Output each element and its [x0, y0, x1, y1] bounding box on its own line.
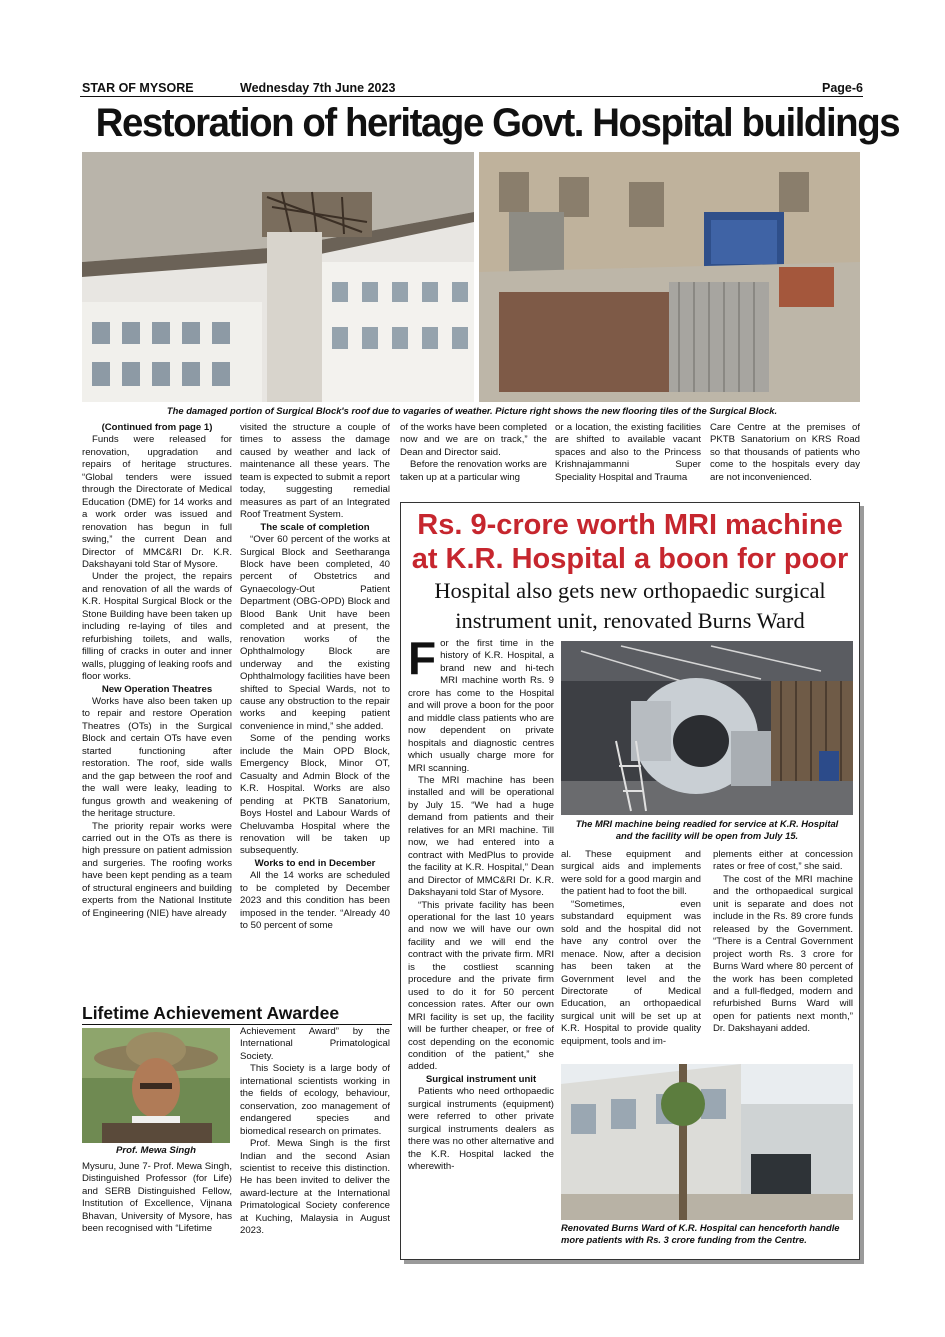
- mri-subhead-line-1: Hospital also gets new orthopaedic surgical: [434, 578, 826, 603]
- mri-headline-line-1: Rs. 9-crore worth MRI machine: [417, 509, 843, 541]
- burns-photo-caption: [561, 1222, 853, 1246]
- drop-cap: F: [408, 638, 437, 684]
- paragraph: Mysuru, June 7- Prof. Mewa Singh, Distinguished Professor (for Life) and SERB Distinguished Fellow, Institution of Excellence, Vijnana Bhavan, University of Mysore, has been recognised with “Lifetime: [82, 1161, 232, 1235]
- paragraph: or a location, the existing facilities are shifted to available vacant spaces and also to the Princess Krishnajammanni Super Speciality Hospital and Trauma: [555, 422, 701, 483]
- paragraph: The MRI machine has been installed and will be operational by July 15. “We had a huge demand from patients and their relatives for an MRI machine. Till now, we had entered into a contract with MedPlus to provide the facility at K.R. Hospital,” Dean and Director of MMC&RI Dr. K.R. Dakshayani told Star of Mysore.: [408, 774, 554, 899]
- paragraph: The cost of the MRI machine and the orthopaedical surgical unit is separate and does not include in the Rs. 89 crore funds released by the Government. “There is a Central Government project worth Rs. 3 crore for Burns Ward where 80 percent of the work has been completed and a full-fledged, modern and refurbished Burns Ward will open for patients next month,” Dr. Dakshayani added.: [713, 873, 853, 1035]
- burns-ward-photo: [561, 1064, 853, 1220]
- paragraph: of the works have been completed now and we are on track,” the Dean and Director said.: [400, 422, 547, 458]
- mri-story-column-2: [561, 849, 701, 1061]
- main-story-column-1: [82, 422, 232, 994]
- paragraph: Under the project, the repairs and renovation of all the wards of K.R. Hospital Surgical Block or the Stone Building have been taken up including re-laying of tiles and refurbishing toilets, and walls, filling of cracks in outer and inner walls, plugging of leaking roofs and floor works.: [82, 571, 232, 683]
- subheading: Surgical instrument unit: [425, 1073, 537, 1085]
- main-story-column-4: [555, 422, 701, 494]
- masthead-rule: [80, 96, 863, 97]
- mri-intro-text: or the first time in the history of K.R. Hospital, a brand new and hi-tech MRI machine worth Rs. 9 crore has come to the Hospital and will prove a boon for the poor and middle class patients who are now dependent on private hospitals and diagnostic centres which usually charge more for MRI scanning.: [408, 638, 554, 774]
- paragraph: Some of the pending works include the Main OPD Block, Emergency Block, Minor OT, Casualty and Admin Block of the K.R. Hospital. Works are also pending at PKTB Sanatorium, Boys Hostel and Labour Wards of Cheluvamba Hospital where the renovation will be taken up subsequently.: [240, 733, 390, 857]
- paragraph: visited the structure a couple of times to assess the damage caused by weather and lack of maintenance all these years. The team is expected to submit a report today, suggesting remedial measures as part of an Integrated Roof Treatment System.: [240, 422, 390, 521]
- award-headline: Lifetime Achievement Awardee: [82, 1003, 340, 1023]
- paragraph: Prof. Mewa Singh is the first Indian and the second Asian scientist to receive this distinction. He has been invited to deliver the award-lecture at the International Primatological Society conference at Kuching, Malaysia in August 2023.: [240, 1138, 390, 1237]
- paragraph: This Society is a large body of international scientists working in the fields of ecology, behaviour, conservation, zoo management of endangered species and biomedical research on primates.: [240, 1063, 390, 1137]
- main-story-column-2: [240, 422, 390, 998]
- paragraph: Achievement Award” by the International Primatological Society.: [240, 1026, 390, 1062]
- award-column-1: [82, 1161, 232, 1265]
- paragraph: All the 14 works are scheduled to be completed by December 2023 and this condition has been imposed in the tender. “Already 40 to 50 percent of some: [240, 870, 390, 932]
- mri-story-column-1: [408, 638, 554, 1252]
- masthead-page-number: Page-6: [822, 81, 863, 95]
- subheading: Works to end in December: [254, 857, 376, 869]
- subheading: (Continued from page 1): [101, 422, 213, 433]
- prof-mewa-singh-photo: [82, 1028, 230, 1143]
- burns-caption-line-1: Renovated Burns Ward of K.R. Hospital can henceforth handle: [561, 1222, 840, 1233]
- paragraph: Funds were released for renovation, upgradation and repairs of heritage structures. “Global tenders were issued through the Directorate of Medical Education (DME) for 14 works and a work order was issued and renovation has begun in full swing,” the current Dean and Director of MMC&RI Dr. K.R. Dakshayani told Star of Mysore.: [82, 434, 232, 570]
- mri-subhead-line-2: instrument unit, renovated Burns Ward: [455, 608, 805, 633]
- paragraph: plements either at concession rates or free of cost,” she said.: [713, 849, 853, 873]
- paragraph: “Over 60 percent of the works at Surgical Block and Seetharanga Block have been completed, 40 percent of Obstetrics and Gynaecology-Out Patient Department (OBG-OPD) Block and Blood Bank Unit have been completed and at present, the renovation works of the Ophthalmology Block are underway and the existing Ophthalmology facilities have been shifted to Special Wards, not to cause any obstruction to the repair works and keeping patient convenience in mind,” she added.: [240, 534, 390, 732]
- masthead-paper-name: STAR OF MYSORE: [82, 81, 194, 95]
- award-photo-caption: Prof. Mewa Singh: [116, 1145, 196, 1156]
- paragraph: “Sometimes, even substandard equipment was sold and the hospital did not have any control over the menace. Now, after a decision has been taken at the Government level and the Directorate of Medical Education, an orthopaedical surgical unit will be set up at K.R. Hospital to provide quality equipment, tools and im-: [561, 898, 701, 1047]
- paragraph: Before the renovation works are taken up at a particular wing: [400, 459, 547, 483]
- flooring-tiles-photo: [479, 152, 860, 402]
- subheading: The scale of completion: [260, 521, 370, 533]
- subheading: New Operation Theatres: [101, 683, 213, 695]
- top-photo-caption: The damaged portion of Surgical Block's roof due to vagaries of weather. Picture right shows the new flooring tiles of the Surgical Block.: [166, 405, 778, 416]
- main-headline: Restoration of heritage Govt. Hospital buildings: [95, 101, 900, 145]
- paragraph: Care Centre at the premises of PKTB Sanatorium on KRS Road so that thousands of patients who come to the hospitals every day are not inconvenienced.: [710, 422, 860, 483]
- main-story-column-5: [710, 422, 860, 494]
- mri-photo-caption: [561, 818, 853, 842]
- paragraph: Works have also been taken up to repair and restore Operation Theatres (OTs) in the Surgical Block and certain OTs have even started functioning after restoration. The roof, side walls and the gap between the roof and the wall were leaky, leading to fungus growth and weakening of the heritage structure.: [82, 695, 232, 820]
- mri-story-column-3: [713, 849, 853, 1061]
- damaged-roof-photo: [82, 152, 474, 402]
- main-story-column-3: [400, 422, 547, 494]
- paragraph: The priority repair works were carried out in the OTs as there is high pressure on patient admission and surgeries. The roofing works have been kept pending as a team of structural engineers and building experts from the National Institute of Engineering (NIE) have already: [82, 820, 232, 919]
- award-column-2: [240, 1026, 390, 1266]
- mri-caption-line-1: The MRI machine being readied for service at K.R. Hospital: [575, 818, 839, 829]
- paragraph: “This private facility has been operational for the last 10 years and now we will have our own facility and we will end the contract with the private firm. MRI is the costliest scanning procedure and the private firm used to do it for 50 percent concession rates. After our own MRI facility is set up, the facility will be further cheaper, or free of cost depending on the economic condition of the patient,” she added.: [408, 899, 554, 1073]
- award-rule: [82, 1024, 392, 1025]
- masthead-date: Wednesday 7th June 2023: [240, 81, 396, 95]
- mri-caption-line-2: and the facility will be open from July 15.: [615, 830, 799, 841]
- mri-headline-line-2: at K.R. Hospital a boon for poor: [411, 543, 849, 575]
- mri-machine-photo: [561, 641, 853, 815]
- paragraph: al. These equipment and surgical aids and implements were sold for a good margin and the patient had to foot the bill.: [561, 849, 701, 898]
- burns-caption-line-2: more patients with Rs. 3 crore funding from the Centre.: [561, 1234, 807, 1245]
- paragraph: Patients who need orthopaedic surgical instruments (equipment) were referred to other private surgical instruments dealers as there was no other alternative and the K.R. Hospital lacked the wherewith-: [408, 1086, 554, 1173]
